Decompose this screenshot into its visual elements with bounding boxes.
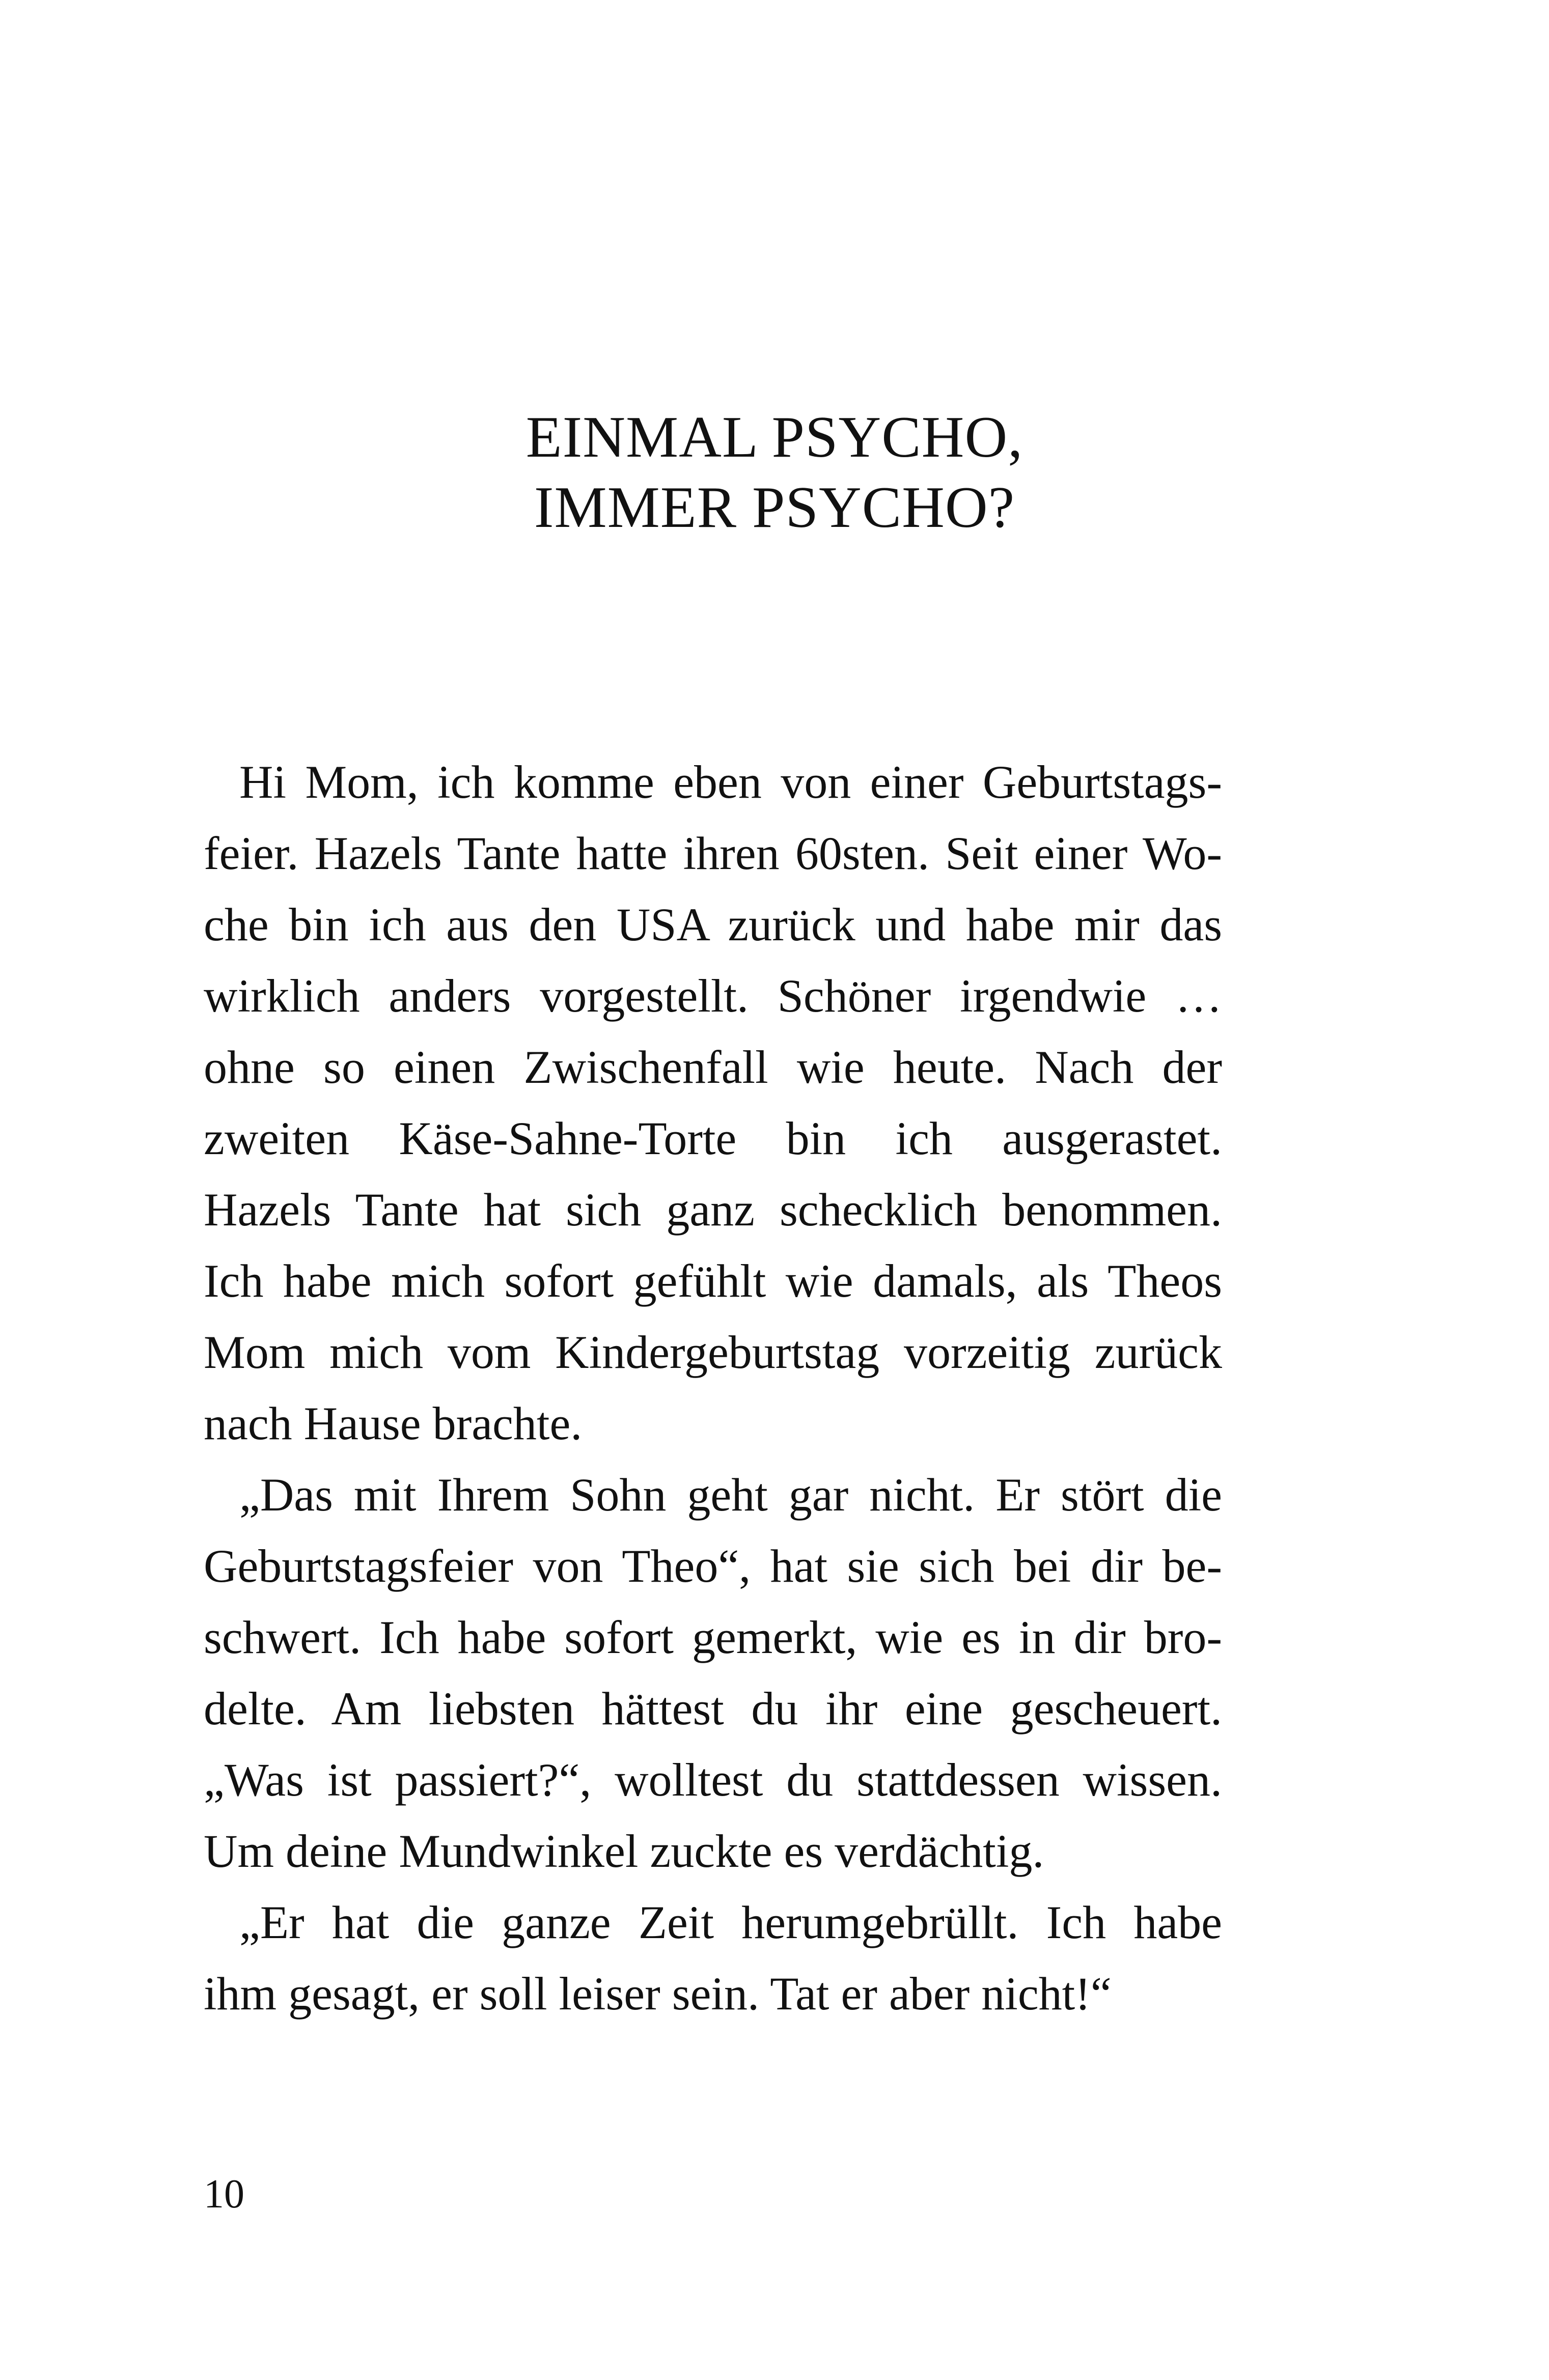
page-number: 10 [204, 2172, 244, 2217]
paragraph-1 [204, 746, 1222, 1459]
body-text [204, 746, 1222, 2029]
paragraph-3 [204, 1887, 1222, 2029]
paragraph-2 [204, 1459, 1222, 1887]
text-line: ohne so einen Zwischenfall wie heute. Nach der [204, 1041, 1222, 1093]
chapter-title-line-2: IMMER PSYCHO? [534, 475, 1015, 540]
text-line: wirklich anders vorgestellt. Schöner irgendwie … [204, 970, 1222, 1022]
text-line: Hi Mom, ich komme eben von einer Geburtstags- [239, 756, 1222, 808]
text-line: Ich habe mich sofort gefühlt wie damals, als Theos [204, 1255, 1222, 1307]
text-line: delte. Am liebsten hättest du ihr eine gescheuert. [204, 1683, 1222, 1734]
text-line: „Das mit Ihrem Sohn geht gar nicht. Er stört die [239, 1469, 1222, 1521]
text-line: zweiten Käse-Sahne-Torte bin ich ausgerastet. [204, 1112, 1222, 1164]
text-line: Hazels Tante hat sich ganz schecklich benommen. [204, 1184, 1222, 1236]
text-line: Mom mich vom Kindergeburtstag vorzeitig zurück [204, 1326, 1222, 1378]
text-line: feier. Hazels Tante hatte ihren 60sten. Seit einer Wo- [204, 827, 1222, 879]
text-line: che bin ich aus den USA zurück und habe mir das [204, 899, 1222, 950]
text-line: schwert. Ich habe sofort gemerkt, wie es in dir bro- [204, 1611, 1222, 1663]
text-line: Geburtstagsfeier von Theo“, hat sie sich bei dir be- [204, 1540, 1222, 1592]
chapter-title-line-1: EINMAL PSYCHO, [525, 405, 1024, 470]
text-line: „Er hat die ganze Zeit herumgebrüllt. Ich habe [239, 1896, 1222, 1948]
text-line: Um deine Mundwinkel zuckte es verdächtig. [204, 1825, 1044, 1877]
text-line: „Was ist passiert?“, wolltest du stattdessen wissen. [204, 1754, 1222, 1806]
text-line: nach Hause brachte. [204, 1397, 583, 1449]
chapter-title [0, 402, 1549, 543]
text-line: ihm gesagt, er soll leiser sein. Tat er aber nicht!“ [204, 1968, 1112, 2020]
